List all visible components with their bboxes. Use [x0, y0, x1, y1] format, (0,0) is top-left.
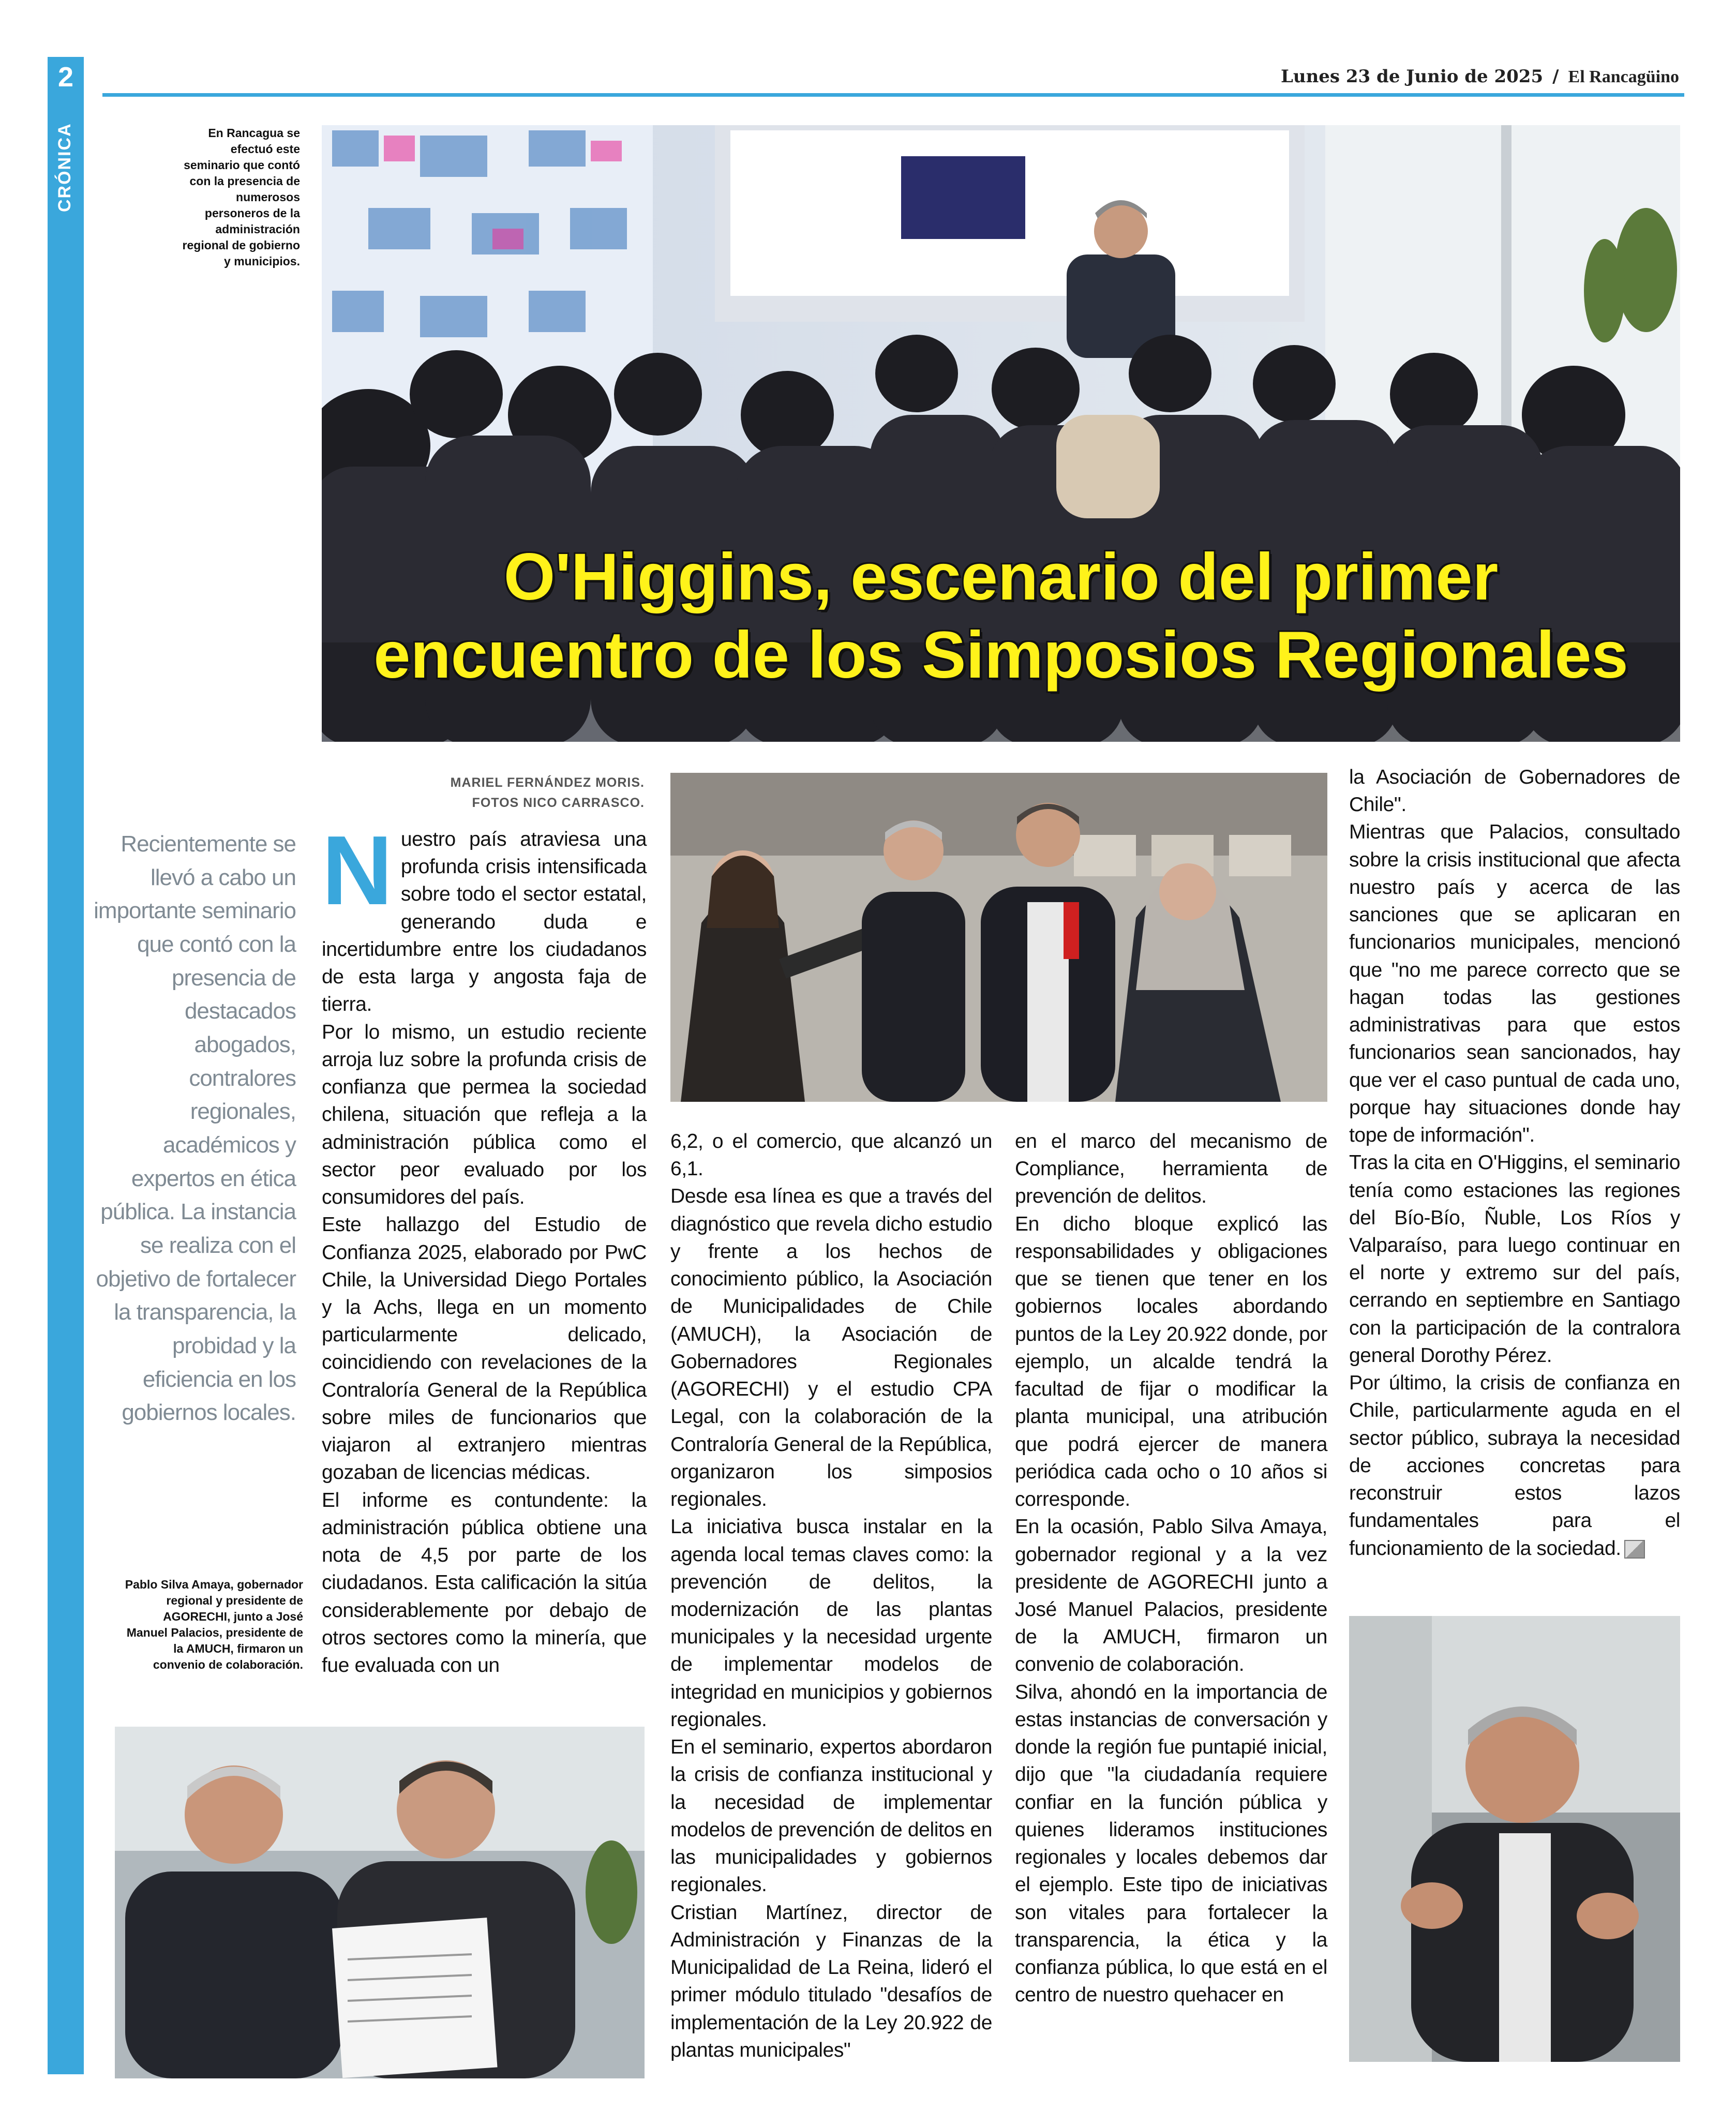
- photo-interview: [670, 773, 1327, 1102]
- paragraph-text: uestro país atraviesa una profunda crisis intensificada sobre todo el sector estatal, generando duda e incertidumbre entre los ciudadanos de esta larga y angosta faja de tierra.: [322, 828, 647, 1016]
- author-credit: MARIEL FERNÁNDEZ MORIS.: [450, 775, 645, 790]
- photo-credit: FOTOS NICO CARRASCO.: [472, 795, 645, 810]
- paragraph: Este hallazgo del Estudio de Confianza 2025, elaborado por PwC Chile, la Universidad Diego Portales y la Achs, llega en un momento particularmente delicado, coincidiendo con revelaciones de la Contraloría General de la República sobre miles de funcionarios que viajaron al extranjero mientras gozaban de licencias médicas.: [322, 1214, 647, 1484]
- paragraph: En el seminario, expertos abordaron la crisis de confianza institucional y la necesidad de implementar modelos de prevención de delitos en las municipalidades y gobiernos regionales.: [670, 1736, 992, 1896]
- paragraph: Por lo mismo, un estudio reciente arroja luz sobre la profunda crisis de confianza que permea la sociedad chilena, situación que refleja a la administración pública como el sector peor evaluado por los consumidores del país.: [322, 1021, 647, 1209]
- paragraph: 6,2, o el comercio, que alcanzó un 6,1.: [670, 1130, 992, 1180]
- header-separator: /: [1552, 66, 1559, 87]
- paragraph-text: Por último, la crisis de confianza en Chile, particularmente aguda en el sector público, subraya la necesidad de acciones concretas para reconstruir estos lazos fundamentales para el funcionamiento de la sociedad.: [1349, 1372, 1680, 1560]
- article-lead: Recientemente se llevó a cabo un importante seminario que contó con la presencia de destacados abogados, contralores regionales, académicos y expertos en ética pública. La instancia se realiza con el objetivo de fortalecer la transparencia, la probidad y la eficiencia en los gobiernos locales.: [94, 831, 296, 1426]
- article-byline: [322, 773, 645, 813]
- article-column-1: [322, 816, 647, 1679]
- page-header: [1281, 66, 1679, 87]
- header-rule: [102, 93, 1684, 97]
- paragraph: En la ocasión, Pablo Silva Amaya, gobernador regional y a la vez presidente de AGORECHI junto a José Manuel Palacios, presidente de la AMUCH, firmaron un convenio de colaboración.: [1015, 1516, 1327, 1676]
- paragraph: Tras la cita en O'Higgins, el seminario tenía como estaciones las regiones del Bío-Bío, Ñuble, Los Ríos y Valparaíso, para luego continuar en el norte y extremo sur del país, cerrando en septiembre en Santiago con la participación de la contralora general Dorothy Pérez.: [1349, 1151, 1680, 1367]
- article-column-2: [670, 1128, 992, 2064]
- paragraph: El informe es contundente: la administración pública obtiene una nota de 4,5 por parte de los ciudadanos. Esta calificación la sitúa considerablemente por debajo de otros sectores como la minería, que fue evaluada con un: [322, 1489, 647, 1677]
- drop-cap: N: [322, 816, 393, 925]
- article-headline: [322, 538, 1680, 694]
- paragraph: en el marco del mecanismo de Compliance, herramienta de prevención de delitos.: [1015, 1130, 1327, 1208]
- paragraph: Mientras que Palacios, consultado sobre la crisis institucional que afecta nuestro país y acerca de las sanciones que se aplicaran en funcionarios municipales, mencionó que "no me parece correcto que se hagan todas las gestiones administrativas para que estos funcionarios sean sancionados, hay que ver el caso puntual de cada uno, porque hay situaciones donde hay tope de información".: [1349, 821, 1680, 1147]
- paragraph: la Asociación de Gobernadores de Chile".: [1349, 766, 1680, 816]
- photo-agreement-signing: [115, 1727, 645, 2078]
- newspaper-name: El Rancagüino: [1568, 67, 1679, 86]
- end-of-article-icon: [1624, 1540, 1645, 1559]
- article-column-3: [1015, 1128, 1327, 2009]
- photo-speaker: [1349, 1616, 1680, 2062]
- article-column-4: [1349, 763, 1680, 1562]
- paragraph: [1349, 1369, 1680, 1562]
- paragraph: La iniciativa busca instalar en la agenda local temas claves como: la prevención de delitos, la modernización de las plantas municipales y la necesidad urgente de implementar modelos de integridad en municipios y gobiernos regionales.: [670, 1516, 992, 1731]
- issue-date: Lunes 23 de Junio de 2025: [1280, 66, 1544, 87]
- paragraph: En dicho bloque explicó las responsabilidades y obligaciones que se tienen que tener en los gobiernos locales abordando puntos de la Ley 20.922 donde, por ejemplo, un alcalde tendrá la facultad de fijar o modificar la planta municipal, una atribución que podrá ejercer de manera periódica cada ocho o 10 años si corresponde.: [1015, 1212, 1327, 1511]
- paragraph: [322, 816, 647, 1019]
- photo-caption-main: En Rancagua se efectuó este seminario que contó con la presencia de numerosos personeros de la administración regional de gobierno y municipios.: [182, 126, 300, 268]
- headline-line-2: encuentro de los Simposios Regionales: [373, 618, 1628, 693]
- paragraph: Silva, ahondó en la importancia de estas instancias de conversación y donde la región fue puntapié inicial, dijo que "la ciudadanía requiere confiar en la función pública y quienes lideramos instituciones regionales y locales debemos dar el ejemplo. Este tipo de iniciativas son vitales para fortalecer la transparencia, la ética y la confianza pública, lo que está en el centro de nuestro quehacer en: [1015, 1681, 1327, 2007]
- page-number: 2: [57, 62, 74, 93]
- section-label-text: CRÓNICA: [55, 123, 74, 212]
- photo-caption-signing: Pablo Silva Amaya, gobernador regional y presidente de AGORECHI, junto a José Manuel Palacios, presidente de la AMUCH, firmaron un convenio de colaboración.: [125, 1578, 303, 1672]
- paragraph: Cristian Martínez, director de Administración y Finanzas de la Municipalidad de La Reina, lideró el primer módulo titulado "desafíos de implementación de la Ley 20.922 de plantas municipales": [670, 1901, 992, 2061]
- paragraph: Desde esa línea es que a través del diagnóstico que revela dicho estudio y frente a los hechos de conocimiento público, la Asociación de Municipalidades de Chile (AMUCH), la Asociación de Gobernadores Regionales (AGORECHI) y el estudio CPA Legal, con la colaboración de la Contraloría General de la República, organizaron los simposios regionales.: [670, 1185, 992, 1511]
- section-label: [51, 123, 82, 217]
- headline-line-1: O'Higgins, escenario del primer: [503, 540, 1499, 614]
- section-color-strip: [48, 57, 84, 2074]
